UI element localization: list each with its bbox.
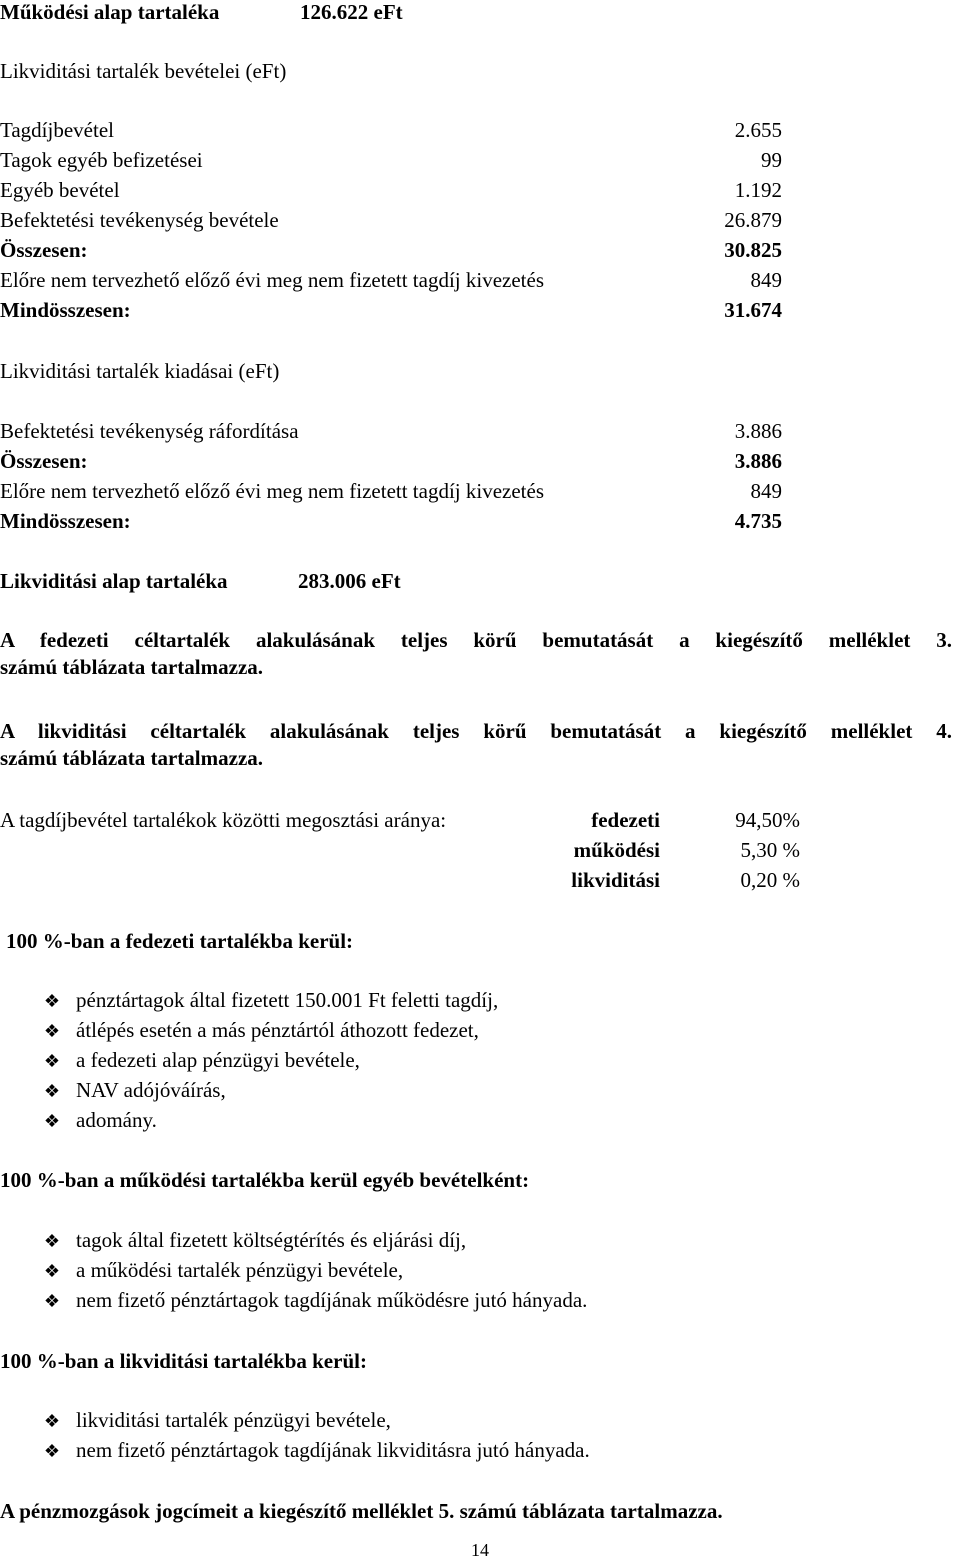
table-row-label: Összesen: <box>0 238 88 262</box>
table-row-label: Befektetési tevékenység ráfordítása <box>0 419 299 443</box>
diamond-star-icon: ❖ <box>43 1411 61 1431</box>
megosztas-value: 0,20 % <box>740 868 800 892</box>
table-row-label: Mindösszesen: <box>0 509 131 533</box>
diamond-star-icon: ❖ <box>43 1021 61 1041</box>
diamond-star-icon: ❖ <box>43 1231 61 1251</box>
list-item-text: a működési tartalék pénzügyi bevétele, <box>76 1258 404 1282</box>
diamond-star-icon: ❖ <box>43 991 61 1011</box>
mukodesi-alap-label: Működési alap tartaléka <box>0 0 220 24</box>
megosztas-label: működési <box>573 838 660 862</box>
table-row-value: 4.735 <box>734 509 782 533</box>
likv-bevetel-title: Likviditási tartalék bevételei (eFt) <box>0 59 287 83</box>
table-row-label: Befektetési tevékenység bevétele <box>0 208 279 232</box>
list-item <box>0 1287 587 1314</box>
diamond-star-icon: ❖ <box>43 1291 61 1311</box>
table-row-value: 1.192 <box>734 178 782 202</box>
list-item-text: átlépés esetén a más pénztártól áthozott fedezet, <box>76 1018 479 1042</box>
table-row-label: Tagdíjbevétel <box>0 118 114 142</box>
list-item <box>0 1107 157 1134</box>
table-row-value: 26.879 <box>724 208 782 232</box>
list-item <box>0 1437 590 1464</box>
likv-alap-value: 283.006 eFt <box>298 569 401 593</box>
list-item-text: nem fizető pénztártagok tagdíjának működésre jutó hányada. <box>76 1288 588 1312</box>
likviditasi-paragraph-line1: A likviditási céltartalék alakulásának teljes körű bemutatását a kiegészítő melléklet 4. <box>0 719 952 743</box>
likv-kiadas-title: Likviditási tartalék kiadásai (eFt) <box>0 359 280 383</box>
table-row-value: 31.674 <box>724 298 782 322</box>
list-item-text: nem fizető pénztártagok tagdíjának likviditásra jutó hányada. <box>76 1438 590 1462</box>
table-row-label: Összesen: <box>0 449 88 473</box>
table-row-value: 849 <box>750 479 782 503</box>
list-item-text: adomány. <box>76 1108 157 1132</box>
likviditasi-paragraph-line2: számú táblázata tartalmazza. <box>0 746 264 770</box>
diamond-star-icon: ❖ <box>43 1081 61 1101</box>
table-row-label: Egyéb bevétel <box>0 178 120 202</box>
page-number: 14 <box>471 1540 489 1560</box>
likv-alap-label: Likviditási alap tartaléka <box>0 569 228 593</box>
likviditasi-paragraph <box>0 718 952 772</box>
list-item-text: tagok által fizetett költségtérítés és eljárási díj, <box>76 1228 467 1252</box>
megosztas-label: likviditási <box>571 868 660 892</box>
table-row-value: 30.825 <box>724 238 782 262</box>
likviditasi-list-heading: 100 %-ban a likviditási tartalékba kerül: <box>0 1349 367 1373</box>
table-row-value: 99 <box>761 148 782 172</box>
diamond-star-icon: ❖ <box>43 1051 61 1071</box>
megosztas-value: 5,30 % <box>740 838 800 862</box>
list-item-text: NAV adójóváírás, <box>76 1078 226 1102</box>
megosztas-value: 94,50% <box>735 808 800 832</box>
list-item <box>0 1227 466 1254</box>
diamond-star-icon: ❖ <box>43 1441 61 1461</box>
megosztas-label: fedezeti <box>591 808 660 832</box>
table-row-value: 3.886 <box>734 449 782 473</box>
list-item <box>0 1047 360 1074</box>
table-row-label: Előre nem tervezhető előző évi meg nem fizetett tagdíj kivezetés <box>0 479 545 503</box>
closing-sentence: A pénzmozgások jogcímeit a kiegészítő melléklet 5. számú táblázata tartalmazza. <box>0 1499 723 1523</box>
list-item <box>0 1017 479 1044</box>
table-row-label: Mindösszesen: <box>0 298 131 322</box>
mukodesi-list-heading: 100 %-ban a működési tartalékba kerül egyéb bevételként: <box>0 1168 530 1192</box>
fedezeti-paragraph-line2: számú táblázata tartalmazza. <box>0 655 264 679</box>
fedezeti-paragraph-line1: A fedezeti céltartalék alakulásának teljes körű bemutatását a kiegészítő melléklet 3. <box>0 628 952 652</box>
list-item <box>0 1407 391 1434</box>
list-item-text: a fedezeti alap pénzügyi bevétele, <box>76 1048 360 1072</box>
fedezeti-paragraph <box>0 627 952 681</box>
table-row-value: 849 <box>750 268 782 292</box>
list-item-text: likviditási tartalék pénzügyi bevétele, <box>76 1408 391 1432</box>
list-item-text: pénztártagok által fizetett 150.001 Ft feletti tagdíj, <box>76 988 499 1012</box>
diamond-star-icon: ❖ <box>43 1111 61 1131</box>
table-row-value: 3.886 <box>734 419 782 443</box>
list-item <box>0 1077 226 1104</box>
table-row-label: Előre nem tervezhető előző évi meg nem fizetett tagdíj kivezetés <box>0 268 545 292</box>
list-item <box>0 987 498 1014</box>
list-item <box>0 1257 403 1284</box>
table-row-value: 2.655 <box>734 118 782 142</box>
fedezeti-list-heading: 100 %-ban a fedezeti tartalékba kerül: <box>6 929 354 953</box>
diamond-star-icon: ❖ <box>43 1261 61 1281</box>
megosztas-intro: A tagdíjbevétel tartalékok közötti megosztási aránya: <box>0 808 447 832</box>
mukodesi-alap-value: 126.622 eFt <box>300 0 403 24</box>
table-row-label: Tagok egyéb befizetései <box>0 148 203 172</box>
